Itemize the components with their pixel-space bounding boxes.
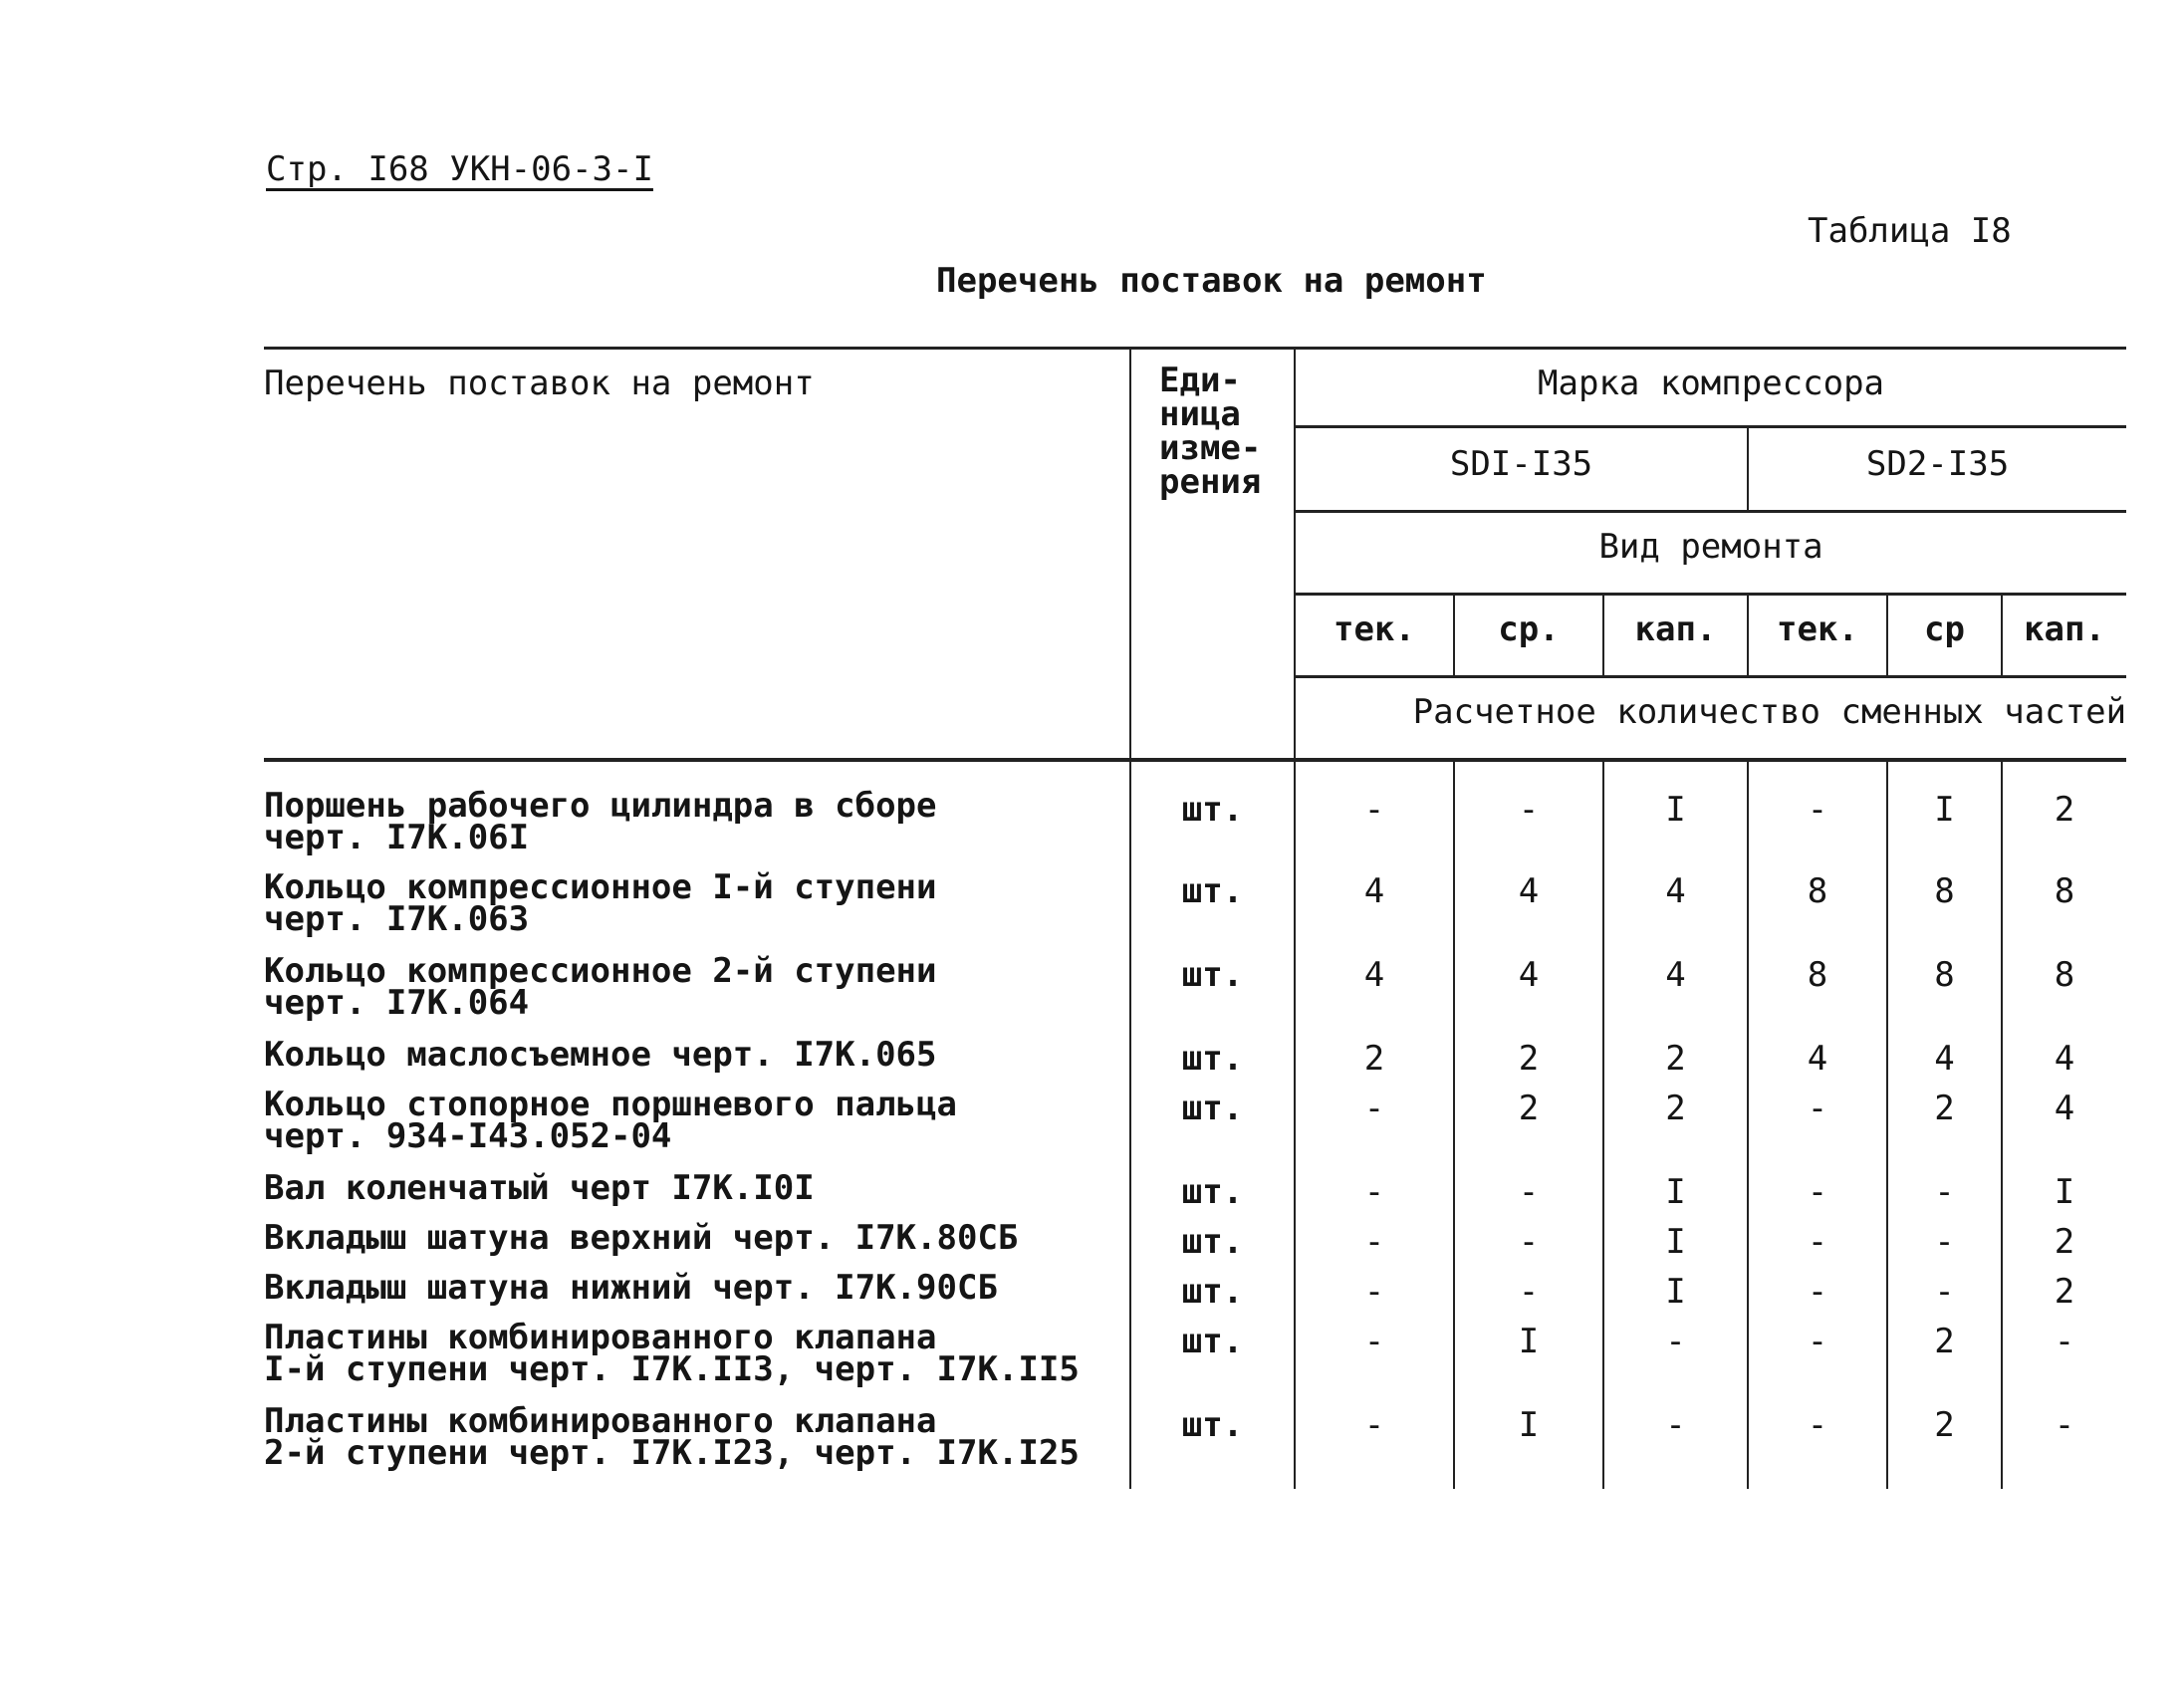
header-repair-capital: кап. [1603, 595, 1748, 677]
header-repair-capital: кап. [2002, 595, 2126, 677]
quantity-cell: 2 [2054, 790, 2075, 830]
quantity-cell: - [1748, 1089, 1887, 1172]
page-reference: Стр. I68 УКН-06-3-I [266, 149, 653, 189]
quantity-cell: - [1454, 1222, 1603, 1272]
item-name-line: Кольцо компрессионное 2-й ступени [264, 951, 937, 991]
quantity-cell: 2 [2054, 1272, 2075, 1312]
table-row [264, 1222, 2126, 1272]
table-row [264, 1089, 2126, 1172]
quantity-cell: - [1295, 1089, 1454, 1172]
quantity-cell: - [1748, 1222, 1887, 1272]
header-repair-current: тек. [1295, 595, 1454, 677]
quantity-cell: 8 [1748, 955, 1887, 1039]
quantity-cell: 4 [1295, 955, 1454, 1039]
item-name [264, 760, 1130, 871]
item-unit: шт. [1130, 1272, 1295, 1322]
item-unit: шт. [1130, 1222, 1295, 1272]
quantity-cell: - [1603, 1322, 1748, 1405]
item-name [264, 1401, 1130, 1489]
item-name-line: Вкладыш шатуна верхний черт. I7К.80СБ [264, 1218, 1019, 1258]
item-name [264, 1268, 1130, 1322]
quantity-cell: 8 [1887, 955, 2002, 1039]
header-unit-line: Еди- [1159, 361, 1241, 400]
quantity-cell: - [1295, 1272, 1454, 1322]
item-name-line: Пластины комбинированного клапана [264, 1318, 937, 1357]
item-name [264, 1218, 1130, 1272]
quantity-cell: I [1454, 1322, 1603, 1405]
header-compressor-brand: Марка компрессора [1295, 349, 2126, 427]
quantity-cell: 4 [1603, 955, 1748, 1039]
quantity-cell: - [1748, 760, 1887, 871]
table-body [264, 760, 2126, 1489]
quantity-cell: 8 [1887, 871, 2002, 955]
quantity-cell: 8 [2054, 955, 2075, 995]
quantity-cell: - [1748, 1172, 1887, 1222]
item-name-line: черт. 934-I43.052-04 [264, 1116, 672, 1156]
quantity-cell: - [1748, 1405, 1887, 1489]
quantity-cell: 2 [1887, 1405, 2002, 1489]
quantity-cell: 4 [1454, 955, 1603, 1039]
item-unit: шт. [1130, 760, 1295, 871]
header-model-sd1: SDI-I35 [1295, 427, 1748, 512]
header-repair-current: тек. [1748, 595, 1887, 677]
item-unit: шт. [1130, 1089, 1295, 1172]
table-row [264, 871, 2126, 955]
table-row [264, 760, 2126, 871]
quantity-cell: 4 [1295, 871, 1454, 955]
quantity-cell: 4 [1454, 871, 1603, 955]
table-header [264, 349, 2126, 761]
item-name-line: Вал коленчатый черт I7К.I0I [264, 1168, 815, 1208]
item-name-line: черт. I7К.064 [264, 983, 530, 1023]
quantity-cell: 2 [2054, 1222, 2075, 1262]
item-name-line: Поршень рабочего цилиндра в сборе [264, 786, 937, 826]
quantity-cell: I [1603, 1222, 1748, 1272]
item-name-line: Вкладыш шатуна нижний черт. I7К.90СБ [264, 1268, 998, 1308]
header-repair-medium: ср [1887, 595, 2002, 677]
table-row [264, 955, 2126, 1039]
quantity-cell: - [1887, 1172, 2002, 1222]
item-name-line: черт. I7К.063 [264, 899, 530, 939]
quantity-cell: 2 [1454, 1039, 1603, 1089]
table-row [264, 1322, 2126, 1405]
item-name [264, 951, 1130, 1039]
item-name [264, 1318, 1130, 1405]
quantity-cell: I [1454, 1405, 1603, 1489]
quantity-cell: 4 [2054, 1039, 2075, 1079]
header-calculated-quantity: Расчетное количество сменных частей [1295, 677, 2126, 761]
quantity-cell: 2 [1454, 1089, 1603, 1172]
item-unit: шт. [1130, 1405, 1295, 1489]
quantity-cell: - [1454, 1172, 1603, 1222]
quantity-cell: - [1295, 1172, 1454, 1222]
table-row [264, 1272, 2126, 1322]
quantity-cell: I [2054, 1172, 2075, 1212]
item-unit: шт. [1130, 1172, 1295, 1222]
quantity-cell: I [1603, 760, 1748, 871]
table-row [264, 1039, 2126, 1089]
quantity-cell: 2 [1887, 1322, 2002, 1405]
item-name-line: I-й ступени черт. I7К.II3, черт. I7К.II5 [264, 1349, 1080, 1389]
quantity-cell: - [1295, 1222, 1454, 1272]
quantity-cell: 2 [1887, 1089, 2002, 1172]
item-name [264, 1035, 1130, 1089]
quantity-cell: I [1603, 1272, 1748, 1322]
header-unit-line: ница [1159, 394, 1241, 434]
item-name-line: Кольцо стопорное поршневого пальца [264, 1085, 957, 1124]
quantity-cell: I [1603, 1172, 1748, 1222]
item-name [264, 1168, 1130, 1222]
item-name-line: Пластины комбинированного клапана [264, 1401, 937, 1441]
quantity-cell: - [1887, 1272, 2002, 1322]
header-unit [1130, 349, 1295, 761]
quantity-cell: - [1454, 760, 1603, 871]
quantity-cell: - [2054, 1405, 2075, 1445]
supply-table-container [264, 347, 2126, 1489]
quantity-cell: - [1748, 1322, 1887, 1405]
quantity-cell: - [1748, 1272, 1887, 1322]
quantity-cell: I [1887, 760, 2002, 871]
quantity-cell: 2 [1603, 1039, 1748, 1089]
header-repair-type: Вид ремонта [1295, 512, 2126, 595]
quantity-cell: 4 [1748, 1039, 1887, 1089]
quantity-cell: - [1887, 1222, 2002, 1272]
quantity-cell: 8 [1748, 871, 1887, 955]
quantity-cell: - [1295, 1405, 1454, 1489]
table-row [264, 1172, 2126, 1222]
table-number: Таблица I8 [1808, 211, 2012, 251]
quantity-cell: - [1454, 1272, 1603, 1322]
item-unit: шт. [1130, 871, 1295, 955]
quantity-cell: - [1603, 1405, 1748, 1489]
item-name [264, 1085, 1130, 1172]
item-unit: шт. [1130, 1322, 1295, 1405]
item-unit: шт. [1130, 955, 1295, 1039]
quantity-cell: - [2054, 1322, 2075, 1361]
header-repair-medium: ср. [1454, 595, 1603, 677]
supply-table [264, 347, 2126, 1489]
quantity-cell: - [1295, 760, 1454, 871]
quantity-cell: 8 [2054, 871, 2075, 911]
header-model-sd2: SD2-I35 [1748, 427, 2126, 512]
header-unit-line: рения [1159, 462, 1262, 502]
document-title: Перечень поставок на ремонт [936, 261, 1487, 301]
quantity-cell: 4 [1603, 871, 1748, 955]
quantity-cell: 4 [2054, 1089, 2075, 1128]
item-unit: шт. [1130, 1039, 1295, 1089]
item-name-line: 2-й ступени черт. I7К.I23, черт. I7К.I25 [264, 1433, 1080, 1473]
quantity-cell: - [1295, 1322, 1454, 1405]
header-unit-line: изме- [1159, 428, 1262, 468]
header-item-list: Перечень поставок на ремонт [264, 349, 1130, 761]
item-name-line: Кольцо компрессионное I-й ступени [264, 867, 937, 907]
item-name-line: черт. I7К.06I [264, 818, 530, 857]
quantity-cell: 4 [1887, 1039, 2002, 1089]
quantity-cell: 2 [1295, 1039, 1454, 1089]
table-row [264, 1405, 2126, 1489]
item-name [264, 867, 1130, 955]
quantity-cell: 2 [1603, 1089, 1748, 1172]
item-name-line: Кольцо маслосъемное черт. I7К.065 [264, 1035, 937, 1075]
